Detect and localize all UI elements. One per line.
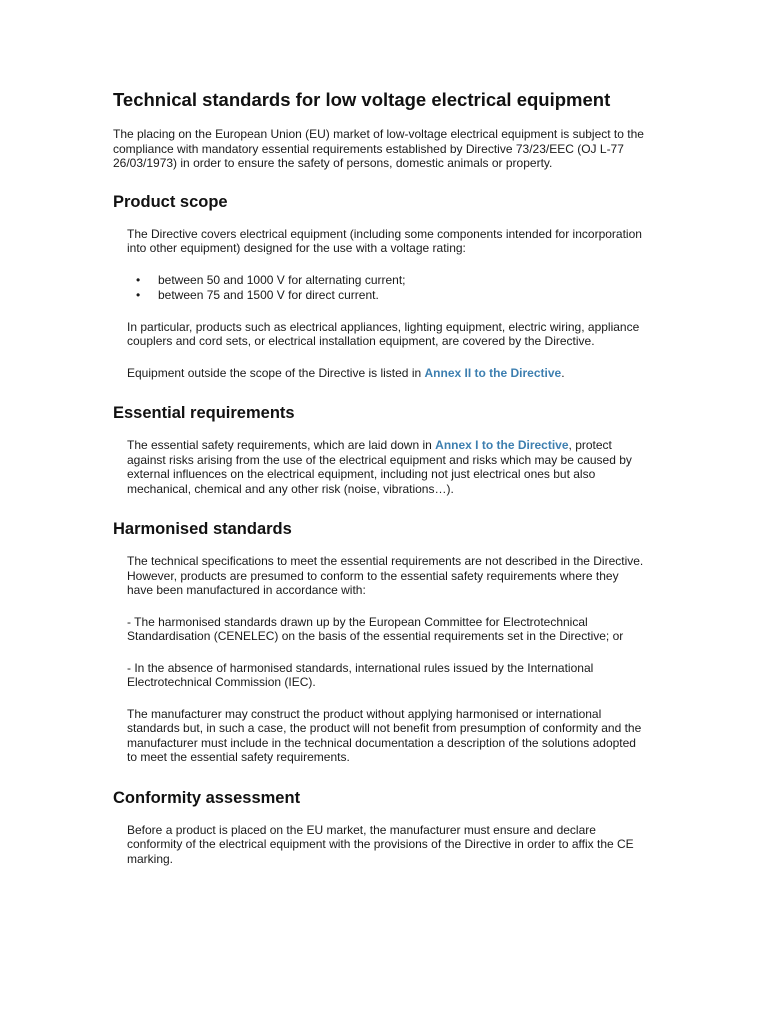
cenelec-paragraph: - The harmonised standards drawn up by the European Committee for Electrotechnical Standardisation (CENELEC) on the basis of the essential requirements set in the Directive; or — [127, 614, 624, 643]
essential-requirements-paragraph — [127, 438, 647, 496]
outside-scope-end: . — [561, 365, 565, 380]
outside-scope-paragraph — [127, 366, 647, 381]
annex-i-link[interactable]: Annex I to the Directive — [435, 438, 569, 452]
covered-products-paragraph: In particular, products such as electrical appliances, lighting equipment, electric wiring, appliance couplers and cord sets, or electrical installation equipment, are covered by the Directive. — [127, 319, 640, 348]
essential-requirements-section — [113, 402, 658, 496]
intro-paragraph: The placing on the European Union (EU) market of low-voltage electrical equipment is subject to the compliance with mandatory essential requirements established by Directive 73/23/EEC (OJ L-77 26/03/1973) in order to ensure the safety of persons, domestic animals or property. — [113, 127, 644, 170]
essential-requirements-heading: Essential requirements — [113, 404, 295, 422]
outside-scope-text: Equipment outside the scope of the Directive is listed in — [127, 365, 425, 380]
harmonised-standards-heading: Harmonised standards — [113, 520, 292, 538]
product-scope-section — [113, 191, 658, 381]
product-scope-paragraph: The Directive covers electrical equipment (including some components intended for incorporation into other equipment) designed for the use with a voltage rating: — [127, 226, 642, 255]
iec-paragraph: - In the absence of harmonised standards, international rules issued by the International Electrotechnical Commission (IEC). — [127, 660, 594, 689]
essential-requirements-text: The essential safety requirements, which are laid down in — [127, 438, 436, 452]
page-title: Technical standards for low voltage electrical equipment — [113, 89, 611, 110]
annex-ii-link[interactable]: Annex II to the Directive — [424, 365, 562, 380]
conformity-assessment-heading: Conformity assessment — [113, 788, 301, 807]
conformity-assessment-section — [113, 787, 658, 867]
document-page — [113, 88, 658, 866]
essential-requirements-rest: , protect against risks arising from the use of the electrical equipment and risks which may be caused by external influences on the electrical equipment, including not just electrical ones but also mechanical, chemical and any other risk (noise, vibrations…). — [127, 438, 632, 496]
list-item: • between 75 and 1500 V for direct current. — [158, 288, 658, 303]
conformity-assessment-paragraph: Before a product is placed on the EU market, the manufacturer must ensure and declare conformity of the electrical equipment with the provisions of the Directive in order to affix the CE marking. — [127, 822, 634, 866]
product-scope-heading: Product scope — [113, 192, 228, 211]
harmonised-standards-section — [113, 518, 658, 765]
voltage-rating-list — [127, 273, 658, 303]
harmonised-standards-paragraph: The technical specifications to meet the essential requirements are not described in the Directive. However, products are presumed to conform to the essential safety requirements where they have been manufactured in accordance with: — [127, 554, 644, 597]
manufacturer-paragraph: The manufacturer may construct the product without applying harmonised or international standards but, in such a case, the product will not benefit from presumption of conformity and the manufacturer must include in the technical documentation a description of the solutions adopted to meet the essential safety requirements. — [127, 706, 642, 764]
list-item: • between 50 and 1000 V for alternating current; — [158, 273, 658, 288]
